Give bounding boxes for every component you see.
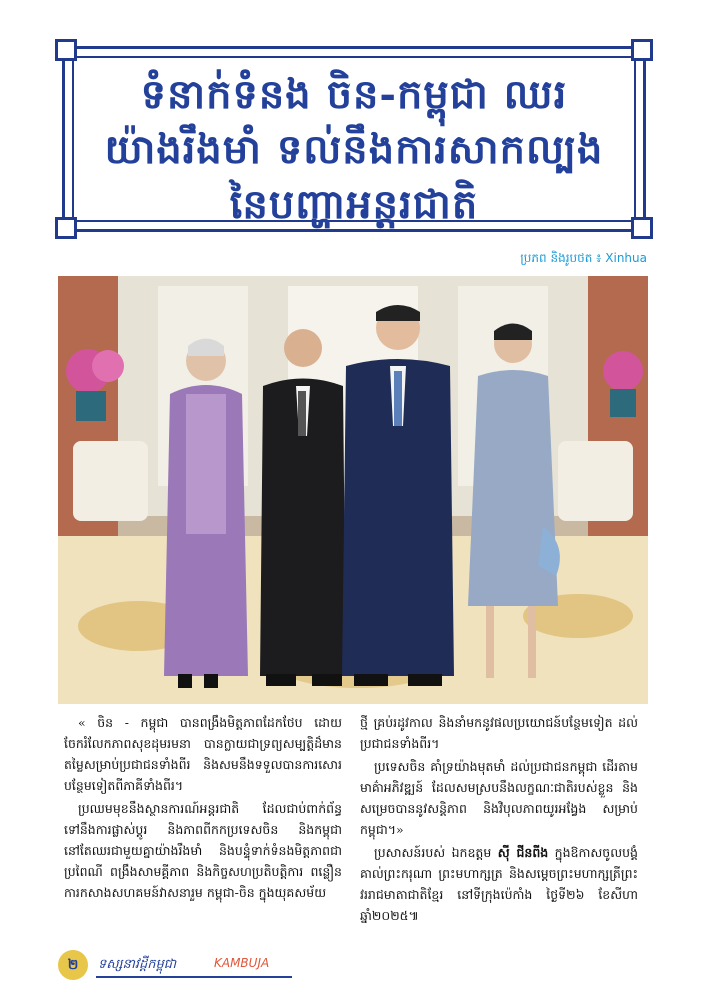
page-footer — [58, 950, 298, 980]
speaker-name: ស៊ី ជីនពីង — [497, 845, 549, 860]
frame-corner — [55, 39, 77, 61]
text-run: ក្នុងឱកាសចូលបង្គំគាល់ព្រះករុណា ព្រះមហាក្សត្រ និងសម្តេចព្រះមហាក្សត្រីព្រះវររាជមាតាជាតិខ្មែរ នៅទីក្រុងប៉េកាំង ថ្ងៃទី២៦ ខែសីហា ឆ្នាំ២០២៥៕ — [360, 845, 638, 923]
group-photo — [58, 276, 648, 704]
magazine-name-english: KAMBUJA — [214, 956, 270, 970]
frame-corner — [55, 217, 77, 239]
frame-corner — [631, 217, 653, 239]
title-line: ទំនាក់ទំនង ចិន-កម្ពុជា ឈរ — [140, 71, 568, 118]
page-number: ២ — [58, 950, 88, 980]
article-title — [85, 67, 623, 232]
paragraph — [360, 842, 638, 926]
frame-corner — [631, 39, 653, 61]
paragraph: ថ្មី គ្រប់រដូវកាល និងនាំមកនូវផលប្រយោជន៍បន្ថែមទៀត ដល់ប្រជាជនទាំងពីរ។ — [360, 715, 638, 751]
paragraph: « ចិន - កម្ពុជា បានពង្រឹងមិត្តភាពដែកថែប ដោយចែករំលែកភាពសុខដុមរមនា បានក្លាយជាទ្រព្យសម្បត្តិដ៏មានតម្លៃសម្រាប់ប្រជាជនទាំងពីរ និងសមនឹងទទួលបានការសោរបន្ថែមទៀតពីភាគីទាំងពីរ។ — [64, 715, 342, 793]
text-run: ប្រសាសន៍របស់ ឯកឧត្តម — [374, 845, 498, 860]
paragraph: ប្រឈមមុខនឹងស្ថានការណ៍អន្តរជាតិ ដែលជាប់ពាក់ព័ន្ធទៅនឹងការផ្លាស់ប្តូរ និងភាពពីកកប្រទេសចិន និងកម្ពុជា នៅតែឈរជាមួយគ្នាយ៉ាងរឹងមាំ និងបន្ទុំទាក់ទំនងមិត្តភាពជាប្រពៃណី ពង្រឹងសាមគ្គីភាព និងកិច្ចសហប្រតិបត្តិការ ពន្លឿនការកសាងសហគមន៍វាសនារួម កម្ពុជា-ចិន ក្នុងយុគសម័យ — [64, 801, 342, 900]
left-column — [64, 712, 342, 905]
magazine-name-khmer: ទស្សនាវដ្តីកម្ពុជា — [98, 957, 177, 972]
title-line: នៃបញ្ហាអន្តរជាតិ — [229, 181, 479, 228]
title-line: យ៉ាងរឹងមាំ ទល់នឹងការសាកល្បង — [104, 126, 604, 173]
title-frame — [62, 46, 646, 232]
footer-divider — [96, 976, 292, 978]
group-photo-icon — [58, 276, 648, 704]
paragraph: ប្រទេសចិន គាំទ្រយ៉ាងមុតមាំ ដល់ប្រជាជនកម្ពុជា ដើរតាមមាគ៌ាអភិវឌ្ឍន៍ ដែលសមស្របនឹងលក្ខណៈជាតិរបស់ខ្លួន និងសម្រេចបាននូវសន្តិភាព និងវិបុលភាពយូរអង្វែង សម្រាប់កម្ពុជា។» — [360, 759, 638, 837]
right-column — [360, 712, 638, 928]
photo-credit: ប្រភព និងរូបថត ៖ Xinhua — [520, 251, 647, 265]
